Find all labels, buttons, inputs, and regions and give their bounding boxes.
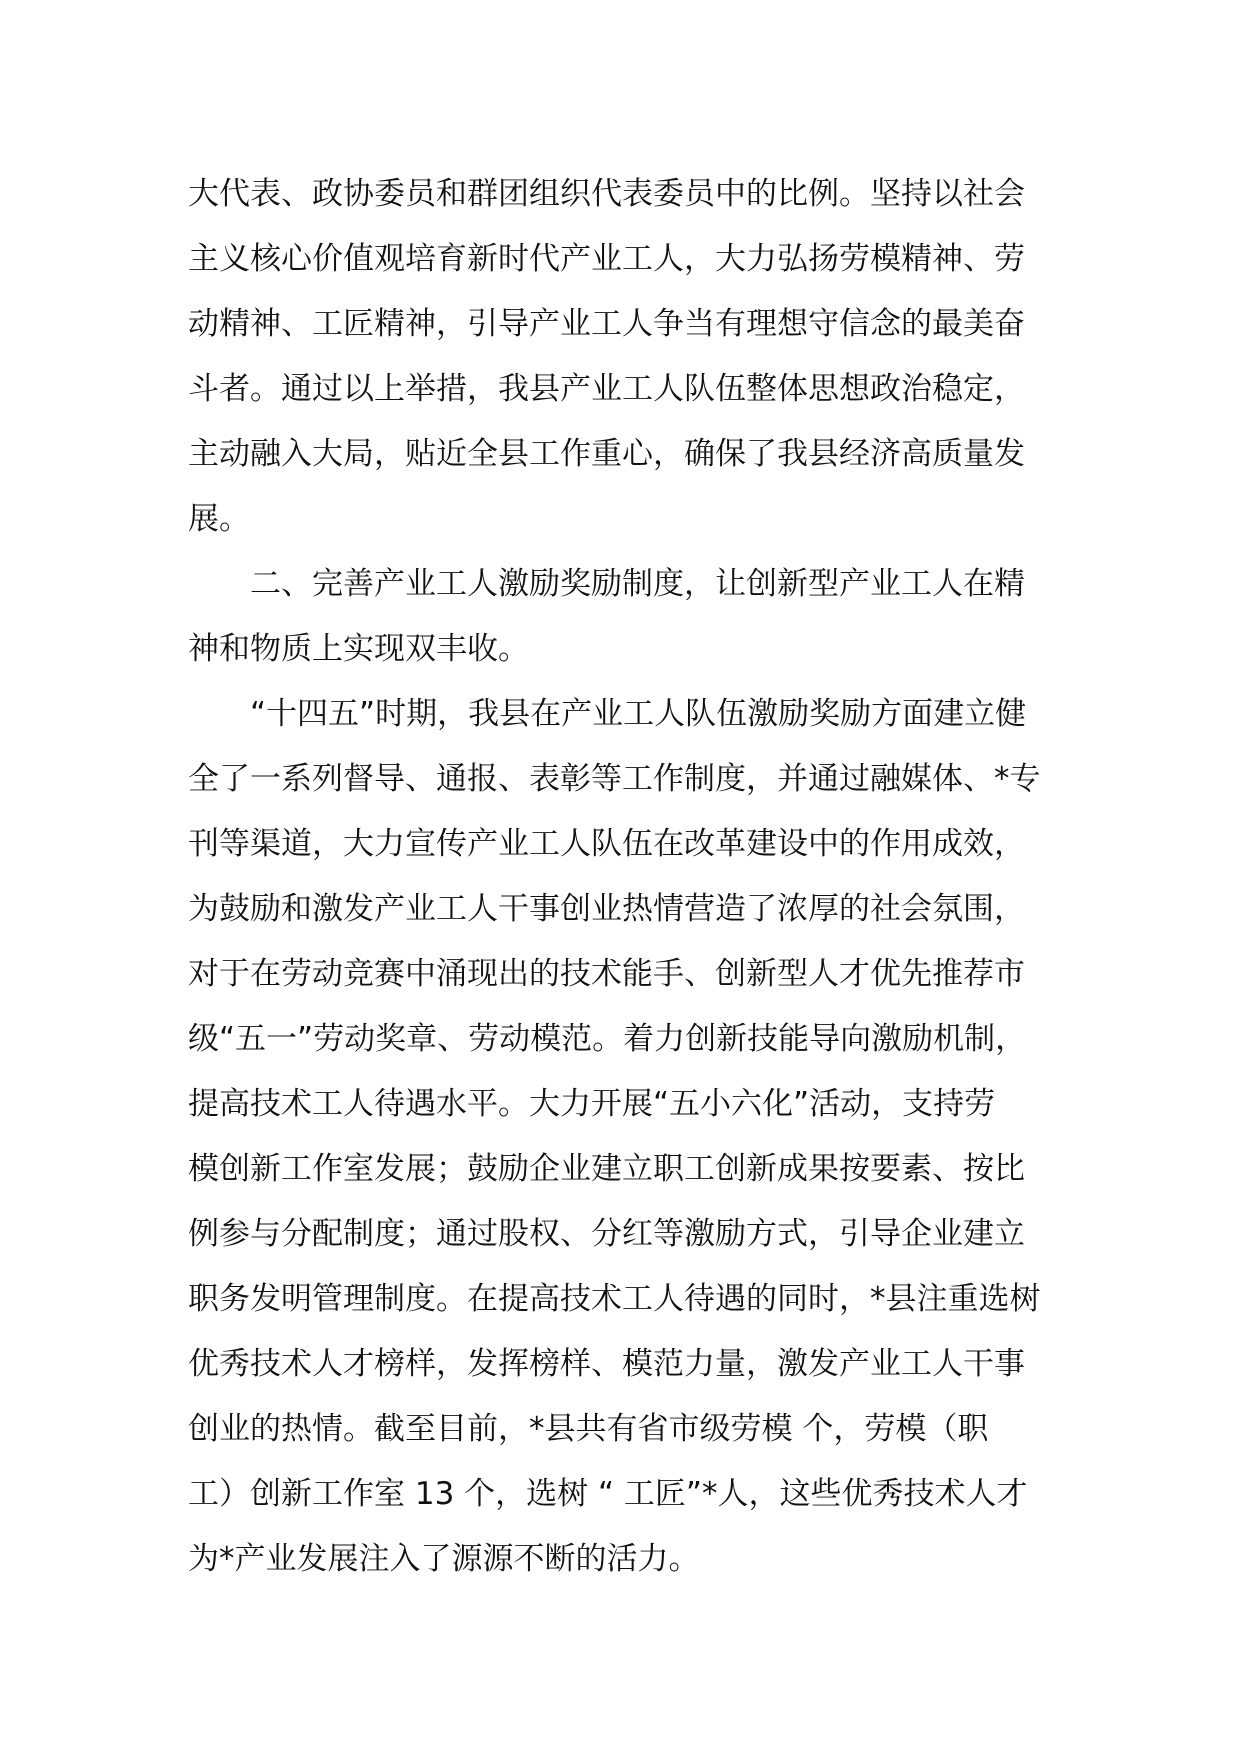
text-line: 创业的热情。截至目前，*县共有省市级劳模 个，劳模（职 [188, 1411, 989, 1447]
text-line: 例参与分配制度；通过股权、分红等激励方式，引导企业建立 [188, 1216, 1025, 1252]
text-line: 职务发明管理制度。在提高技术工人待遇的同时，*县注重选树 [188, 1281, 1041, 1317]
text-line: 为*产业发展注入了源源不断的活力。 [188, 1541, 700, 1577]
text-line: 动精神、工匠精神，引导产业工人争当有理想守信念的最美奋 [188, 306, 1025, 342]
document-body [188, 162, 1078, 1592]
text-line: 对于在劳动竞赛中涌现出的技术能手、创新型人才优先推荐市 [188, 956, 1025, 992]
text-line: 展。 [188, 501, 250, 537]
text-line: 模创新工作室发展；鼓励企业建立职工创新成果按要素、按比 [188, 1151, 1025, 1187]
text-line: “十四五”时期，我县在产业工人队伍激励奖励方面建立健 [250, 696, 1027, 732]
text-line: 级“五一”劳动奖章、劳动模范。着力创新技能导向激励机制， [188, 1021, 1027, 1057]
text-line: 提高技术工人待遇水平。大力开展“五小六化”活动，支持劳 [188, 1086, 996, 1122]
text-line: 全了一系列督导、通报、表彰等工作制度，并通过融媒体、*专 [188, 761, 1041, 797]
text-line: 刊等渠道，大力宣传产业工人队伍在改革建设中的作用成效， [188, 826, 1025, 862]
text-line: 优秀技术人才榜样，发挥榜样、模范力量，激发产业工人干事 [188, 1346, 1025, 1382]
text-line: 大代表、政协委员和群团组织代表委员中的比例。坚持以社会 [188, 176, 1025, 212]
text-line: 二、完善产业工人激励奖励制度，让创新型产业工人在精 [250, 566, 1025, 602]
text-line: 为鼓励和激发产业工人干事创业热情营造了浓厚的社会氛围， [188, 891, 1025, 927]
text-line: 主义核心价值观培育新时代产业工人，大力弘扬劳模精神、劳 [188, 241, 1025, 277]
text-line: 主动融入大局，贴近全县工作重心，确保了我县经济高质量发 [188, 436, 1025, 472]
text-line: 神和物质上实现双丰收。 [188, 631, 529, 667]
text-line: 斗者。通过以上举措，我县产业工人队伍整体思想政治稳定， [188, 371, 1025, 407]
text-line: 工）创新工作室 13 个，选树 “ 工匠”*人，这些优秀技术人才 [188, 1476, 1028, 1512]
